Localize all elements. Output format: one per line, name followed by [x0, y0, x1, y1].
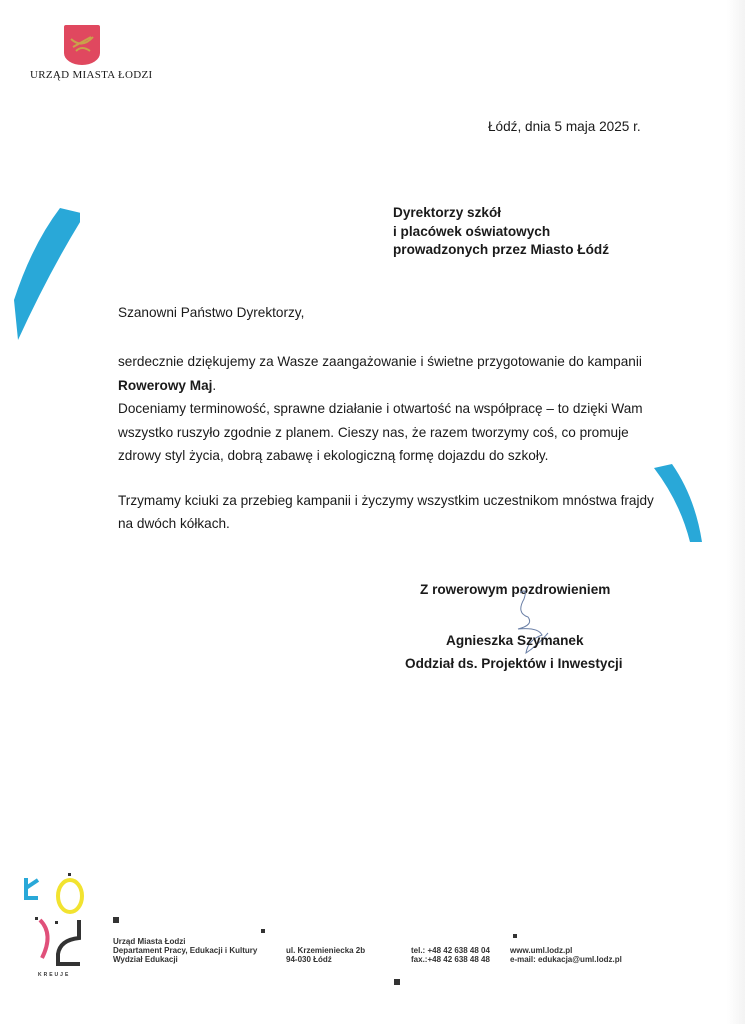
recipient-line: prowadzonych przez Miasto Łódź — [393, 242, 609, 257]
footer-line: fax.:+48 42 638 48 48 — [411, 955, 490, 964]
recipient-line: i placówek oświatowych — [393, 223, 551, 239]
campaign-name: Rowerowy Maj — [118, 377, 213, 393]
footer-line: Urząd Miasta Łodzi — [113, 937, 186, 946]
city-crest-icon — [64, 25, 100, 65]
body-line: Trzymamy kciuki za przebieg kampanii i życzymy wszystkim uczestnikom mnóstwa frajdy — [118, 492, 654, 508]
footer-line: Wydział Edukacji — [113, 955, 178, 964]
footer-square — [513, 934, 517, 938]
footer-square — [261, 929, 265, 933]
handwritten-signature — [498, 585, 558, 660]
scan-edge — [727, 0, 745, 1024]
letter-body — [118, 350, 654, 536]
footer-line: Departament Pracy, Edukacji i Kultury — [113, 946, 258, 955]
footer-org — [113, 937, 257, 964]
decorative-arc-right — [650, 462, 710, 547]
footer-square — [394, 979, 400, 985]
signatory-name: Agnieszka Szymanek — [446, 633, 584, 648]
letter-date: Łódź, dnia 5 maja 2025 r. — [488, 119, 641, 134]
body-line — [118, 374, 641, 398]
lodz-kreuje-logo — [20, 868, 95, 978]
salutation: Szanowni Państwo Dyrektorzy, — [118, 305, 305, 320]
footer-phones — [411, 946, 490, 964]
recipient-block — [393, 204, 609, 260]
footer-square — [113, 917, 119, 923]
footer-line: ul. Krzemieniecka 2b — [286, 946, 366, 955]
footer-website-link[interactable]: www.uml.lodz.pl — [510, 946, 573, 955]
body-line: wszystko ruszyło zgodnie z planem. Cieszy nas, że razem tworzymy coś, co promuje — [118, 424, 629, 440]
logo-tagline: KREUJE — [38, 972, 71, 978]
footer-email-link[interactable]: e-mail: edukacja@uml.lodz.pl — [510, 955, 622, 964]
body-line: Doceniamy terminowość, sprawne działanie i otwartość na współpracę – to dzięki Wam — [118, 401, 643, 416]
office-name: URZĄD MIASTA ŁODZI — [30, 69, 153, 81]
footer-address — [286, 946, 365, 964]
punctuation: . — [212, 377, 217, 393]
body-line: serdecznie dziękujemy za Wasze zaangażowanie i świetne przygotowanie do kampanii — [118, 354, 642, 369]
body-line: na dwóch kółkach. — [118, 516, 230, 531]
footer-line: tel.: +48 42 638 48 04 — [411, 946, 490, 955]
body-line: zdrowy styl życia, dobrą zabawę i ekologiczną formę dojazdu do szkoły. — [118, 448, 549, 463]
footer-web — [510, 946, 622, 964]
footer-line: 94-030 Łódź — [286, 955, 332, 964]
decorative-arc-left — [10, 200, 80, 345]
recipient-line: Dyrektorzy szkół — [393, 205, 502, 220]
signatory-unit: Oddział ds. Projektów i Inwestycji — [405, 656, 623, 671]
closing-greeting: Z rowerowym pozdrowieniem — [420, 582, 611, 597]
